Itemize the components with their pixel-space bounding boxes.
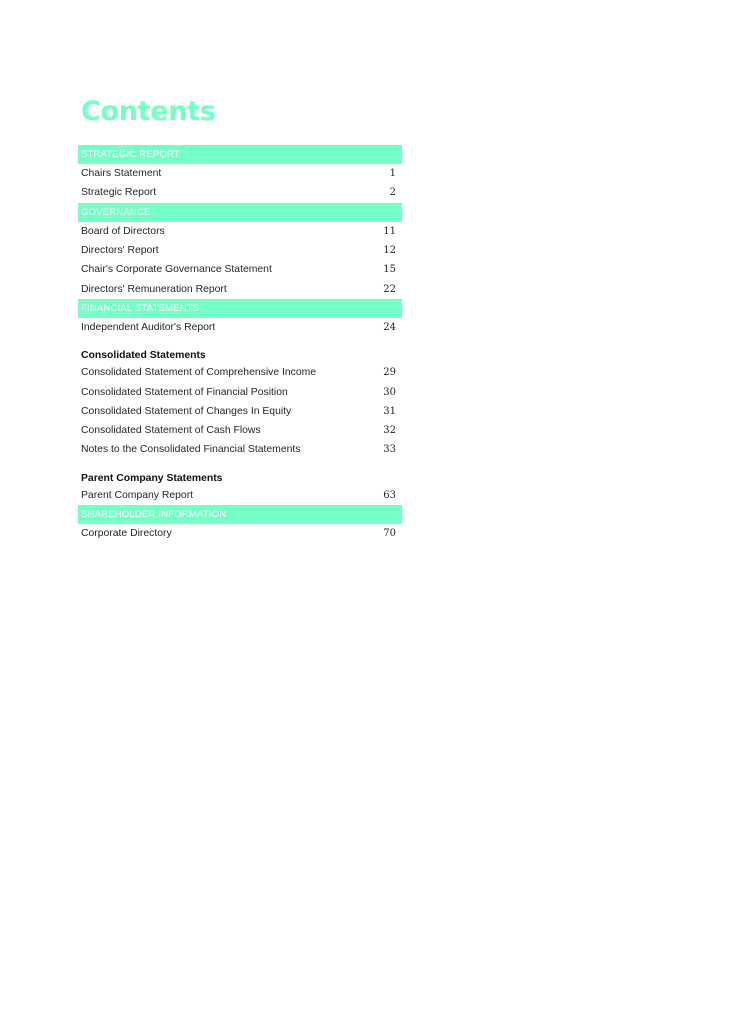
toc-entry-label: Consolidated Statement of Cash Flows bbox=[81, 425, 261, 437]
toc-entry-financial-position[interactable] bbox=[78, 382, 402, 401]
section-header-financial-statements: FINANCIAL STATEMENTS bbox=[78, 299, 402, 318]
toc-entry-label: Directors' Remuneration Report bbox=[81, 283, 227, 295]
toc-entry-directors-report[interactable] bbox=[78, 241, 402, 260]
toc-entry-page: 12 bbox=[383, 245, 396, 257]
toc-entry-remuneration-report[interactable] bbox=[78, 279, 402, 298]
table-of-contents bbox=[78, 145, 402, 543]
toc-entry-label: Chairs Statement bbox=[81, 168, 162, 180]
toc-entry-page: 30 bbox=[383, 386, 396, 398]
toc-entry-page: 15 bbox=[383, 264, 396, 276]
subheading-parent-company-statements: Parent Company Statements bbox=[81, 472, 223, 484]
toc-entry-page: 33 bbox=[383, 444, 396, 456]
toc-entry-page: 1 bbox=[389, 168, 396, 180]
toc-entry-label: Notes to the Consolidated Financial Statements bbox=[81, 444, 301, 456]
page-title: Contents bbox=[81, 96, 216, 127]
toc-entry-parent-company-report[interactable] bbox=[78, 486, 402, 505]
toc-entry-page: 29 bbox=[383, 367, 396, 379]
toc-entry-board-of-directors[interactable] bbox=[78, 222, 402, 241]
toc-entry-chairs-statement[interactable] bbox=[78, 164, 402, 183]
toc-entry-changes-in-equity[interactable] bbox=[78, 402, 402, 421]
toc-entry-strategic-report[interactable] bbox=[78, 183, 402, 202]
toc-entry-page: 32 bbox=[383, 425, 396, 437]
toc-entry-label: Parent Company Report bbox=[81, 489, 194, 501]
toc-entry-notes-consolidated[interactable] bbox=[78, 440, 402, 459]
subheading-consolidated-statements: Consolidated Statements bbox=[81, 350, 206, 362]
toc-entry-label: Independent Auditor's Report bbox=[81, 321, 216, 333]
toc-entry-page: 70 bbox=[383, 528, 396, 539]
toc-entry-label: Consolidated Statement of Financial Position bbox=[81, 386, 288, 398]
toc-entry-label: Directors' Report bbox=[81, 245, 159, 257]
toc-entry-label: Consolidated Statement of Comprehensive Income bbox=[81, 367, 317, 379]
toc-entry-label: Strategic Report bbox=[81, 187, 157, 199]
toc-entry-page: 22 bbox=[383, 283, 396, 295]
toc-entry-page: 24 bbox=[383, 321, 396, 333]
toc-entry-corporate-governance-statement[interactable] bbox=[78, 260, 402, 279]
toc-entry-page: 63 bbox=[383, 489, 396, 501]
toc-entry-comprehensive-income[interactable] bbox=[78, 363, 402, 382]
toc-entry-page: 31 bbox=[383, 405, 396, 417]
section-header-strategic-report: STRATEGIC REPORT bbox=[78, 145, 402, 164]
toc-entry-page: 2 bbox=[389, 187, 396, 199]
toc-entry-label: Corporate Directory bbox=[81, 528, 172, 539]
toc-entry-cash-flows[interactable] bbox=[78, 421, 402, 440]
section-header-governance: GOVERNANCE bbox=[78, 203, 402, 222]
toc-entry-label: Consolidated Statement of Changes In Equity bbox=[81, 405, 292, 417]
toc-entry-independent-auditors-report[interactable] bbox=[78, 318, 402, 337]
toc-entry-page: 11 bbox=[383, 225, 396, 237]
toc-entry-label: Board of Directors bbox=[81, 225, 165, 237]
toc-entry-label: Chair's Corporate Governance Statement bbox=[81, 264, 272, 276]
section-header-shareholder-information: SHAREHOLDER INFORMATION bbox=[78, 505, 402, 524]
toc-entry-corporate-directory[interactable] bbox=[78, 524, 402, 543]
